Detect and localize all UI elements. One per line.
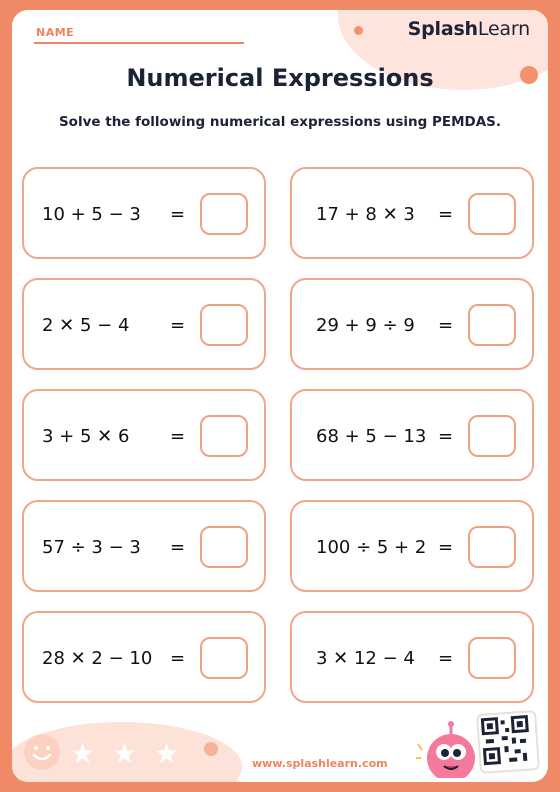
answer-box[interactable]	[200, 304, 248, 346]
brand-logo	[408, 18, 530, 40]
problem-expression: 68 + 5 − 13	[316, 426, 427, 447]
website-url[interactable]: www.splashlearn.com	[252, 757, 388, 770]
worksheet-page	[12, 10, 548, 782]
problem-card	[290, 611, 534, 703]
answer-box[interactable]	[468, 415, 516, 457]
equals-sign: =	[438, 648, 454, 669]
answer-box[interactable]	[200, 415, 248, 457]
instructions: Solve the following numerical expressions using PEMDAS.	[58, 114, 502, 130]
problem-expression: 3 + 5 ✕ 6	[42, 426, 130, 447]
equals-sign: =	[170, 537, 186, 558]
smiley-icon	[24, 734, 60, 770]
problem-expression: 2 ✕ 5 − 4	[42, 315, 130, 336]
answer-box[interactable]	[468, 193, 516, 235]
star-icon: ★	[154, 737, 180, 770]
problem-card	[290, 500, 534, 592]
brand-bold: Splash	[407, 18, 478, 40]
equals-sign: =	[170, 204, 186, 225]
answer-box[interactable]	[468, 637, 516, 679]
equals-sign: =	[170, 315, 186, 336]
name-label: NAME	[36, 26, 75, 39]
decorative-dot	[354, 26, 363, 35]
equals-sign: =	[438, 204, 454, 225]
answer-box[interactable]	[468, 304, 516, 346]
answer-box[interactable]	[200, 193, 248, 235]
problem-expression: 57 ÷ 3 − 3	[42, 537, 141, 558]
equals-sign: =	[438, 537, 454, 558]
problem-expression: 28 ✕ 2 − 10	[42, 648, 153, 669]
problem-card	[22, 389, 266, 481]
problem-card	[290, 389, 534, 481]
problem-card	[22, 167, 266, 259]
problem-expression: 100 ÷ 5 + 2	[316, 537, 427, 558]
qr-code-icon[interactable]	[476, 710, 540, 774]
problem-card	[22, 611, 266, 703]
equals-sign: =	[438, 426, 454, 447]
problem-expression: 17 + 8 ✕ 3	[316, 204, 415, 225]
equals-sign: =	[170, 426, 186, 447]
problem-expression: 3 ✕ 12 − 4	[316, 648, 415, 669]
problem-card	[22, 278, 266, 370]
name-field-line[interactable]	[34, 42, 244, 44]
problem-card	[290, 278, 534, 370]
answer-box[interactable]	[200, 526, 248, 568]
equals-sign: =	[170, 648, 186, 669]
brand-regular: Learn	[477, 18, 530, 40]
problem-card	[290, 167, 534, 259]
answer-box[interactable]	[200, 637, 248, 679]
problem-expression: 10 + 5 − 3	[42, 204, 141, 225]
problem-expression: 29 + 9 ÷ 9	[316, 315, 415, 336]
decorative-dot	[204, 742, 218, 756]
equals-sign: =	[438, 315, 454, 336]
page-title: Numerical Expressions	[126, 64, 434, 92]
answer-box[interactable]	[468, 526, 516, 568]
problem-card	[22, 500, 266, 592]
star-icon: ★	[112, 737, 138, 770]
mascot-icon	[416, 714, 486, 782]
star-icon: ★	[70, 737, 96, 770]
